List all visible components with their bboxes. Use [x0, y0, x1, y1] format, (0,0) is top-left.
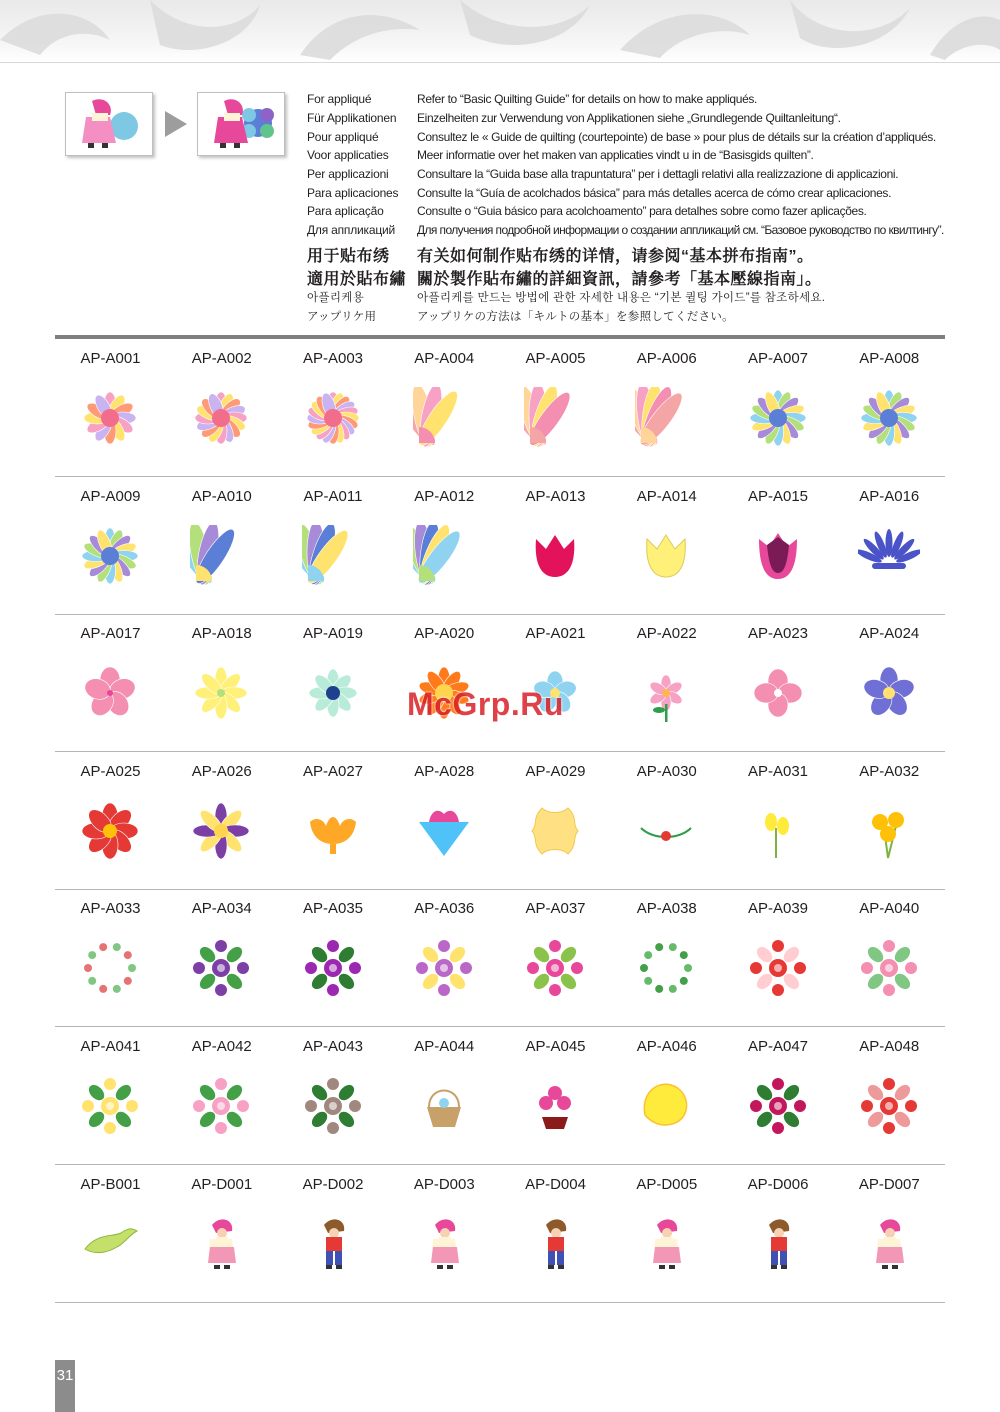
applique-design-icon — [635, 662, 697, 724]
pattern-cell — [389, 614, 500, 751]
pattern-code: AP-A012 — [414, 487, 475, 505]
applique-design-icon — [747, 1075, 809, 1137]
pattern-row — [55, 477, 945, 615]
pattern-cell — [723, 339, 834, 476]
applique-design-icon — [635, 525, 697, 587]
pattern-row — [55, 339, 945, 477]
pattern-code: AP-A041 — [80, 1038, 141, 1055]
applique-design-icon — [302, 1075, 364, 1137]
pattern-cell — [611, 477, 722, 614]
pattern-code: AP-A043 — [302, 1038, 364, 1055]
applique-design-icon — [524, 1075, 586, 1137]
pattern-cell — [166, 477, 277, 614]
pattern-code: AP-A032 — [859, 762, 920, 780]
pattern-code: AP-A008 — [859, 350, 920, 367]
applique-design-icon — [635, 1213, 697, 1275]
applique-design-icon — [302, 387, 364, 449]
pattern-cell — [55, 1027, 166, 1164]
applique-design-icon — [79, 800, 141, 862]
pattern-cell — [834, 889, 945, 1026]
pattern-code: AP-A028 — [414, 762, 475, 780]
pattern-code: AP-A018 — [191, 625, 252, 643]
applique-design-icon — [524, 1213, 586, 1275]
applique-design-icon — [747, 387, 809, 449]
pattern-cell — [55, 477, 166, 614]
pattern-cell — [834, 614, 945, 751]
pattern-code: AP-D004 — [525, 1175, 586, 1193]
pattern-cell — [834, 1165, 945, 1302]
pattern-code: AP-A046 — [636, 1038, 697, 1055]
pattern-cell — [278, 1027, 389, 1164]
applique-design-icon — [747, 1213, 809, 1275]
pattern-cell — [166, 614, 277, 751]
pattern-cell — [166, 752, 277, 889]
pattern-code: AP-A010 — [191, 487, 252, 505]
applique-design-icon — [524, 525, 586, 587]
applique-design-icon — [302, 1213, 364, 1275]
pattern-code: AP-A025 — [80, 762, 141, 780]
pattern-cell — [834, 1027, 945, 1164]
applique-design-icon — [413, 1213, 475, 1275]
applique-design-icon — [302, 662, 364, 724]
pattern-code: AP-A024 — [859, 625, 920, 643]
pattern-cell — [500, 1027, 611, 1164]
applique-design-icon — [635, 800, 697, 862]
pattern-code: AP-D001 — [191, 1175, 253, 1193]
pattern-code: AP-A031 — [747, 762, 809, 780]
pattern-code: AP-D006 — [747, 1175, 809, 1193]
pattern-cell — [834, 339, 945, 476]
pattern-code: AP-A011 — [303, 487, 363, 505]
applique-design-icon — [79, 937, 141, 999]
pattern-cell — [500, 477, 611, 614]
watermark: McGrp.Ru — [407, 686, 564, 722]
pattern-code: AP-A022 — [636, 625, 697, 643]
pattern-code: AP-A017 — [80, 625, 141, 643]
pattern-cell — [611, 889, 722, 1026]
pattern-code: AP-A007 — [747, 350, 809, 367]
pattern-cell — [278, 614, 389, 751]
arrow-right-icon — [163, 109, 189, 139]
pattern-code: AP-A042 — [191, 1038, 252, 1055]
applique-design-icon — [858, 800, 920, 862]
swirl-ornament-icon — [0, 0, 1000, 62]
applique-design-icon — [635, 1075, 697, 1137]
pattern-code: AP-A001 — [80, 350, 141, 367]
pattern-code: AP-A026 — [191, 762, 252, 780]
pattern-cell — [500, 339, 611, 476]
applique-design-icon — [190, 800, 252, 862]
pattern-cell — [723, 1165, 834, 1302]
applique-design-icon — [524, 800, 586, 862]
applique-design-icon — [190, 662, 252, 724]
intro-section: For appliqué Refer to “Basic Quilting Guide” for details on how to make appliqués. Für Applikationen Einzelheiten zur Verwendung von Applikationen siehe „Grundlegende Quiltanleitung“. Pour appliqué Consultez le « Guide de quilting (courtepointe) de base » pour plus de détails sur la création d’appliqués. Voor applicaties Meer informatie over het maken van applicaties vindt u in de “Basisgids quilten”. Per applicazioni Consultare la “Guida base alla trapuntatura” per i dettagli relativi alla realizzazione di applicazioni. Para aplicaciones Consulte la “Guía de acolchados básica” para más detalles acerca de cómo crear aplicaciones. Para aplicação Consulte o “Guia básico para acolchoamento” para detalhes sobre como fazer aplicações. Для аппликаций Для получения подробной информации о создании аппликаций см. “Базовое руководство по квилтингу”. 用于贴布绣 有关如何制作贴布绣的详情，请参阅“基本拼布指南”。 適用於貼布繡 關於製作貼布繡的詳細資訊，請參考「基本壓線指南」。 아플리케용 아플리케를 만드는 방법에 관한 자세한 내용은 “기본 퀼팅 가이드”를 참조하세요. アップリケ用 アップリケの方法は「キルトの基本」を参照してください。 — [65, 92, 955, 328]
applique-design-icon — [858, 387, 920, 449]
pattern-cell — [723, 1027, 834, 1164]
applique-before-thumbnail — [65, 92, 153, 156]
pattern-cell — [611, 339, 722, 476]
pattern-cell — [500, 614, 611, 751]
applique-design-icon — [524, 387, 586, 449]
pattern-cell — [278, 1165, 389, 1302]
pattern-cell — [166, 339, 277, 476]
applique-design-icon — [413, 525, 475, 587]
pattern-code: AP-A004 — [414, 350, 475, 367]
applique-design-icon — [190, 937, 252, 999]
applique-after-thumbnail — [197, 92, 285, 156]
applique-design-icon — [413, 387, 475, 449]
pattern-code: AP-A029 — [525, 762, 586, 780]
pattern-code: AP-A009 — [80, 487, 141, 505]
pattern-row — [55, 889, 945, 1027]
applique-design-icon — [858, 662, 920, 724]
pattern-code: AP-A045 — [525, 1038, 586, 1055]
pattern-cell — [834, 477, 945, 614]
applique-design-icon — [190, 1075, 252, 1137]
pattern-cell — [389, 889, 500, 1026]
pattern-code: AP-B001 — [80, 1175, 141, 1193]
pattern-code: AP-A030 — [636, 762, 697, 780]
applique-design-icon — [79, 1213, 141, 1275]
pattern-row — [55, 1027, 945, 1165]
pattern-cell — [389, 1027, 500, 1164]
applique-design-icon — [413, 937, 475, 999]
pattern-code: AP-A037 — [525, 900, 586, 918]
pattern-row — [55, 1165, 945, 1303]
applique-design-icon — [79, 387, 141, 449]
pattern-code: AP-A039 — [747, 900, 809, 918]
pattern-cell — [723, 752, 834, 889]
pattern-cell — [834, 752, 945, 889]
pattern-code: AP-D002 — [302, 1175, 364, 1193]
applique-design-icon — [858, 525, 920, 587]
decorative-header-banner — [0, 0, 1000, 63]
pattern-code: AP-A014 — [636, 487, 697, 505]
pattern-row — [55, 614, 945, 752]
pattern-code: AP-A019 — [302, 625, 364, 643]
pattern-cell — [389, 752, 500, 889]
sunbonnet-sue-flower-icon — [198, 93, 284, 155]
pattern-cell — [389, 1165, 500, 1302]
pattern-code: AP-A033 — [80, 900, 141, 918]
pattern-cell — [611, 752, 722, 889]
pattern-code: AP-D005 — [636, 1175, 698, 1193]
pattern-cell — [55, 614, 166, 751]
pattern-code: AP-A003 — [302, 350, 364, 367]
pattern-cell — [278, 752, 389, 889]
pattern-code: AP-A044 — [414, 1038, 475, 1055]
pattern-code: AP-A016 — [859, 487, 920, 505]
applique-design-icon — [302, 800, 364, 862]
applique-design-icon — [413, 1075, 475, 1137]
applique-design-icon — [302, 937, 364, 999]
pattern-cell — [611, 614, 722, 751]
page-number: 31 — [55, 1360, 75, 1412]
pattern-cell — [389, 477, 500, 614]
applique-design-icon — [413, 800, 475, 862]
applique-design-icon — [524, 937, 586, 999]
applique-design-icon — [747, 937, 809, 999]
pattern-code: AP-A002 — [191, 350, 252, 367]
pattern-cell — [278, 339, 389, 476]
pattern-code: AP-A034 — [191, 900, 252, 918]
pattern-code: AP-A035 — [302, 900, 364, 918]
pattern-cell — [278, 477, 389, 614]
pattern-code: AP-A013 — [525, 487, 586, 505]
applique-design-icon — [635, 387, 697, 449]
pattern-cell — [166, 1027, 277, 1164]
pattern-cell — [500, 889, 611, 1026]
pattern-cell — [611, 1165, 722, 1302]
applique-design-icon — [858, 937, 920, 999]
pattern-cell — [166, 889, 277, 1026]
applique-design-icon — [858, 1213, 920, 1275]
pattern-cell — [500, 1165, 611, 1302]
pattern-code: AP-D003 — [413, 1175, 475, 1193]
pattern-row — [55, 752, 945, 890]
pattern-code: AP-A015 — [747, 487, 809, 505]
applique-design-icon — [79, 1075, 141, 1137]
pattern-code: AP-A036 — [414, 900, 475, 918]
applique-design-icon — [302, 525, 364, 587]
pattern-cell — [500, 752, 611, 889]
sunbonnet-sue-icon — [66, 93, 152, 155]
pattern-code: AP-A005 — [525, 350, 586, 367]
pattern-code: AP-A040 — [859, 900, 920, 918]
applique-design-icon — [858, 1075, 920, 1137]
pattern-code: AP-A020 — [414, 625, 475, 643]
pattern-cell — [55, 752, 166, 889]
pattern-cell — [723, 889, 834, 1026]
pattern-cell — [166, 1165, 277, 1302]
pattern-cell — [55, 1165, 166, 1302]
applique-design-icon — [635, 937, 697, 999]
applique-design-icon — [190, 525, 252, 587]
pattern-code: AP-A048 — [859, 1038, 920, 1055]
pattern-cell — [723, 614, 834, 751]
applique-design-icon — [747, 662, 809, 724]
pattern-code: AP-A047 — [747, 1038, 809, 1055]
applique-design-icon — [79, 662, 141, 724]
applique-design-icon — [190, 387, 252, 449]
pattern-code: AP-A038 — [636, 900, 697, 918]
pattern-code: AP-A027 — [302, 762, 364, 780]
applique-design-icon — [190, 1213, 252, 1275]
pattern-cell — [389, 339, 500, 476]
pattern-code: AP-A023 — [747, 625, 809, 643]
pattern-cell — [278, 889, 389, 1026]
applique-design-icon — [79, 525, 141, 587]
pattern-cell — [55, 889, 166, 1026]
pattern-cell — [611, 1027, 722, 1164]
pattern-code: AP-A006 — [636, 350, 697, 367]
applique-design-icon — [747, 525, 809, 587]
applique-design-icon — [747, 800, 809, 862]
pattern-cell — [55, 339, 166, 476]
pattern-code: AP-A021 — [525, 625, 586, 643]
pattern-code: AP-D007 — [858, 1175, 920, 1193]
pattern-cell — [723, 477, 834, 614]
